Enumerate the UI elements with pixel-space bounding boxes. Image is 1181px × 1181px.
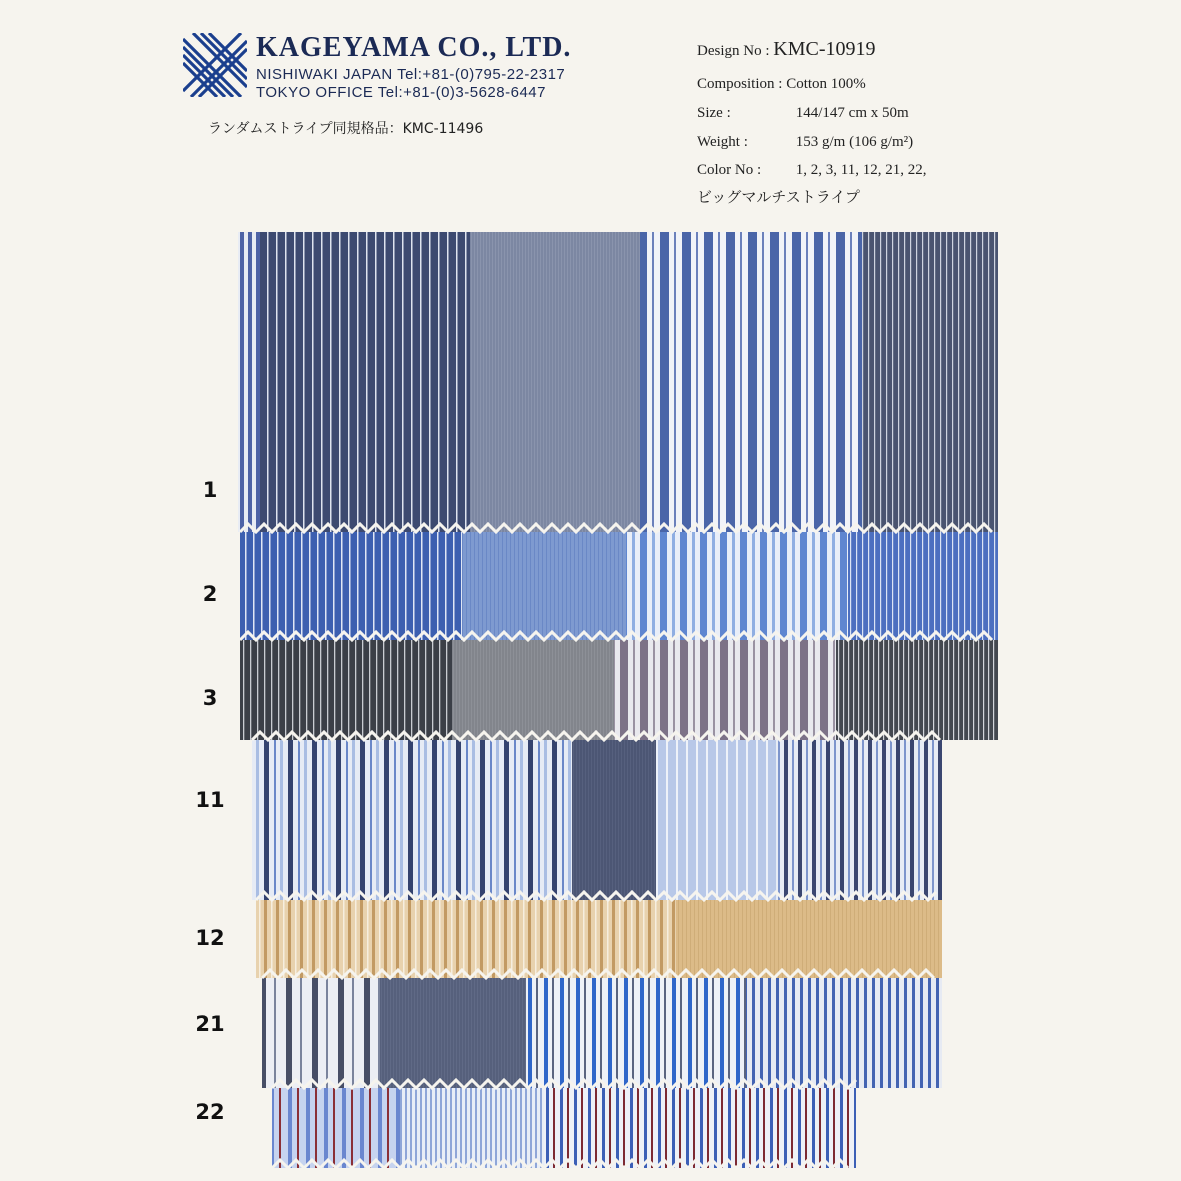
swatch-row-12 [256, 900, 942, 978]
spec-value: 144/147 cm x 50m [795, 105, 909, 121]
spec-label: Design No : [697, 43, 770, 59]
spec-value: 153 g/m (106 g/m²) [795, 134, 914, 150]
spec-value: Cotton 100% [786, 76, 866, 92]
company-name: KAGEYAMA CO., LTD. [256, 32, 572, 63]
spec-label: Composition : [697, 76, 783, 92]
spec-value: KMC-10919 [773, 38, 876, 60]
spec-label: Size : [697, 105, 731, 121]
nishiwaki-contact: NISHIWAKI JAPAN Tel:+81-(0)795-22-2317 [256, 66, 566, 83]
row-label-11: 11 [195, 788, 225, 812]
swatch-row-1 [238, 232, 998, 532]
swatch-row-2 [240, 532, 998, 640]
row-label-1: 1 [202, 478, 218, 502]
row-label-3: 3 [202, 686, 218, 710]
swatch-row-11 [252, 740, 942, 900]
swatch-row-3 [240, 640, 998, 740]
row-label-2: 2 [202, 582, 218, 606]
spec-description: ビッグマルチストライプ [697, 190, 860, 206]
spec-label: Weight : [697, 134, 748, 150]
row-label-22: 22 [195, 1100, 225, 1124]
row-label-12: 12 [195, 926, 225, 950]
spec-label: Color No : [697, 162, 762, 178]
swatch-row-22 [272, 1088, 856, 1168]
related-product-note: ランダムストライプ同規格品：KMC-11496 [208, 121, 484, 137]
spec-value: 1, 2, 3, 11, 12, 21, 22, [795, 162, 927, 178]
row-label-21: 21 [195, 1012, 225, 1036]
swatch-row-21 [262, 978, 942, 1088]
tokyo-contact: TOKYO OFFICE Tel:+81-(0)3-5628-6447 [256, 84, 546, 101]
